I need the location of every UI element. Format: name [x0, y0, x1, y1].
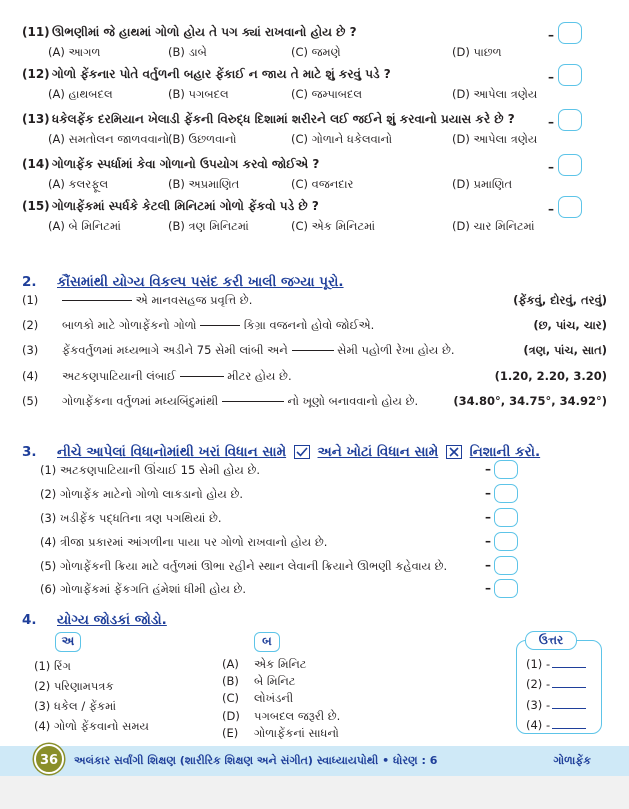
column-b-item: બે મિનિટ	[254, 674, 296, 688]
fill-item	[22, 393, 607, 409]
answer-dash: –	[485, 486, 491, 500]
answer-blank[interactable]	[552, 656, 586, 668]
option-c: (C) એક મિનિટમાં	[291, 219, 376, 233]
check-mark-icon	[294, 445, 310, 459]
section-3-number: 3.	[22, 444, 37, 460]
fill-hint: (ત્રણ, પાંચ, સાત)	[523, 343, 607, 357]
fill-text	[62, 317, 374, 333]
column-b-item: ગોળાફેંકનાં સાધનો	[254, 726, 339, 740]
column-b-letter: (B)	[222, 674, 239, 688]
fill-number: (2)	[22, 318, 39, 332]
fill-pre: બાળકો માટે ગોળાફેંકનો ગોળો	[62, 318, 197, 332]
answer-line	[526, 697, 586, 713]
statement-text: (2) ગોળાફેંક માટેનો ગોળો લાકડાનો હોય છે.	[40, 487, 244, 501]
fill-text	[62, 393, 418, 409]
column-b-item: લોખંડની	[254, 691, 294, 705]
true-false-box[interactable]	[494, 484, 518, 503]
page-number-badge: 36	[34, 744, 64, 774]
fill-text	[62, 342, 455, 358]
question-number: (15)	[22, 199, 50, 213]
option-row	[48, 44, 568, 60]
option-a: (A) બે મિનિટમાં	[48, 219, 121, 233]
true-false-box[interactable]	[494, 460, 518, 479]
question-label: ગોળો ફેંકનાર પોતે વર્તુળની બહાર ફેંકાઈ ન જાય તે માટે શું કરવું પડે ?	[52, 67, 391, 81]
true-false-box[interactable]	[494, 579, 518, 598]
question-text	[22, 111, 562, 127]
column-a-item: (3) ધકેલ / ફેંકમાં	[34, 699, 117, 713]
option-b: (B) પગબદલ	[168, 87, 229, 101]
fill-hint: (છ, પાંચ, ચાર)	[533, 318, 607, 332]
statement-text: (1) અટકણપાટિયાની ઊંચાઈ 15 સેમી હોય છે.	[40, 463, 261, 477]
answer-box[interactable]	[558, 64, 582, 86]
fill-blank[interactable]	[222, 393, 284, 402]
section-2-number: 2.	[22, 274, 37, 290]
answer-label: (3) -	[526, 698, 551, 712]
question-number: (13)	[22, 112, 50, 126]
answer-box[interactable]	[558, 109, 582, 131]
fill-blank[interactable]	[180, 368, 224, 377]
fill-item	[22, 342, 607, 358]
column-a-item: (4) ગોળો ફેંકવાનો સમય	[34, 719, 149, 733]
answer-dash: –	[485, 510, 491, 524]
fill-hint: (1.20, 2.20, 3.20)	[494, 369, 607, 383]
answer-line	[526, 656, 586, 672]
column-b-letter: (A)	[222, 657, 239, 671]
section-4-title: યોગ્ય જોડકાં જોડો.	[57, 612, 167, 628]
option-a: (A) કલરફૂલ	[48, 177, 109, 191]
fill-hint: (ફેંકવું, દોરવું, તરવું)	[513, 293, 607, 307]
answer-dash: –	[548, 70, 554, 84]
answer-blank[interactable]	[552, 676, 586, 688]
fill-mid: એ માનવસહજ પ્રવૃત્તિ છે.	[135, 293, 253, 307]
option-a: (A) આગળ	[48, 45, 101, 59]
option-row	[48, 218, 568, 234]
fill-mid: મીટર હોય છે.	[227, 369, 292, 383]
fill-blank[interactable]	[200, 317, 240, 326]
section-3-title-b: અને ખોટાં વિધાન સામે	[317, 444, 439, 460]
answer-label: (2) -	[526, 677, 551, 691]
option-c: (C) ગોળાને ધકેલવાનો	[291, 132, 393, 146]
answer-blank[interactable]	[552, 717, 586, 729]
option-c: (C) વજનદાર	[291, 177, 354, 191]
question-label: ઊભણીમાં જે હાથમાં ગોળો હોય તે પગ ક્યાં રાખવાનો હોય છે ?	[52, 25, 357, 39]
answer-blank[interactable]	[552, 697, 586, 709]
fill-blank[interactable]	[292, 342, 334, 351]
option-b: (B) ડાબે	[168, 45, 207, 59]
option-c: (C) જમણે	[291, 45, 341, 59]
question-text	[22, 156, 562, 172]
column-b-item: એક મિનિટ	[254, 657, 307, 671]
statement-text: (5) ગોળાફેંકની ક્રિયા માટે વર્તુળમાં ઊભા રહીને સ્થાન લેવાની ક્રિયાને ઊભણી કહેવાય છે.	[40, 559, 448, 573]
question-label: ધકેલફેંક દરમિયાન ખેલાડી ફેંકની વિરુદ્ધ દિશામાં શરીરને લઈ જઈને શું કરવાનો પ્રયાસ કરે છે ?	[52, 112, 515, 126]
question-number: (11)	[22, 25, 50, 39]
statement-text: (4) ત્રીજા પ્રકારમાં આંગળીના પાયા પર ગોળો રાખવાનો હોય છે.	[40, 535, 328, 549]
fill-mid: સેમી પહોળી રેખા હોય છે.	[337, 343, 455, 357]
option-a: (A) સમતોલન જાળવવાનો	[48, 132, 170, 146]
question-number: (12)	[22, 67, 50, 81]
page-footer	[0, 746, 629, 776]
statement-text: (3) ખડીફેંક પદ્ધતિના ત્રણ પગથિયાં છે.	[40, 511, 222, 525]
fill-number: (4)	[22, 369, 39, 383]
option-c: (C) જમ્પાબદલ	[291, 87, 363, 101]
question-text	[22, 24, 562, 40]
cross-mark-icon	[446, 445, 462, 459]
option-b: (B) અપ્રમાણિત	[168, 177, 240, 191]
question-text	[22, 66, 562, 82]
option-row	[48, 131, 568, 147]
fill-number: (3)	[22, 343, 39, 357]
section-4-number: 4.	[22, 612, 37, 628]
answer-line	[526, 717, 586, 733]
answer-dash: –	[485, 462, 491, 476]
answer-dash: –	[485, 558, 491, 572]
fill-item	[22, 292, 607, 308]
question-label: ગોળાફેંક સ્પર્ધામાં કેવા ગોળાનો ઉપયોગ કરવો જોઈએ ?	[52, 157, 320, 171]
question-text	[22, 198, 562, 214]
answer-box[interactable]	[558, 196, 582, 218]
fill-blank[interactable]	[62, 292, 132, 301]
answer-label: (4) -	[526, 718, 551, 732]
question-label: ગોળાફેંકમાં સ્પર્ધકે કેટલી મિનિટમાં ગોળો ફેંકવો પડે છે ?	[52, 199, 319, 213]
answer-dash: –	[548, 115, 554, 129]
footer-book-title: અલંકાર સર્વાંગી શિક્ષણ (શારીરિક શિક્ષણ અને સંગીત) સ્વાધ્યાયપોથી • ધોરણ : 6	[74, 754, 438, 767]
answer-line	[526, 676, 586, 692]
column-b-letter: (C)	[222, 691, 240, 705]
section-2-title: કૌંસમાંથી યોગ્ય વિકલ્પ પસંદ કરી ખાલી જગ્યા પૂરો.	[57, 274, 344, 290]
column-b-item: પગબદલ જરૂરી છે.	[254, 709, 341, 723]
fill-item	[22, 317, 607, 333]
option-row	[48, 86, 568, 102]
answer-dash: –	[548, 160, 554, 174]
true-false-box[interactable]	[494, 532, 518, 551]
answer-dash: –	[485, 581, 491, 595]
answer-dash: –	[548, 28, 554, 42]
column-b-header: બ	[254, 632, 280, 652]
section-3-heading	[22, 444, 540, 460]
section-2-heading	[22, 274, 344, 290]
column-a-header: અ	[55, 632, 81, 652]
statement-text: (6) ગોળાફેંકમાં ફેંકગતિ હંમેશાં ધીમી હોય છે.	[40, 582, 247, 596]
answer-dash: –	[485, 534, 491, 548]
option-row	[48, 176, 568, 192]
option-d: (D) આપેલા ત્રણેય	[452, 132, 538, 146]
fill-text	[62, 368, 292, 384]
fill-pre: ફેંકવર્તુળમાં મધ્યભાગે અડીને 75 સેમી લાંબી અને	[62, 343, 288, 357]
fill-text	[62, 292, 252, 308]
column-b-letter: (E)	[222, 726, 239, 740]
fill-number: (5)	[22, 394, 39, 408]
column-b-letter: (D)	[222, 709, 240, 723]
fill-item	[22, 368, 607, 384]
section-3-title-a: નીચે આપેલાં વિધાનોમાંથી ખરાં વિધાન સામે	[57, 444, 287, 460]
true-false-box[interactable]	[494, 508, 518, 527]
answer-label: (1) -	[526, 657, 551, 671]
fill-number: (1)	[22, 293, 39, 307]
true-false-box[interactable]	[494, 556, 518, 575]
fill-hint: (34.80°, 34.75°, 34.92°)	[453, 394, 607, 408]
answer-dash: –	[548, 202, 554, 216]
answer-title: ઉત્તર	[525, 631, 577, 650]
section-3-title-c: નિશાની કરો.	[469, 444, 541, 460]
fill-mid: કિગ્રા વજનનો હોવો જોઈએ.	[243, 318, 375, 332]
option-a: (A) હાથબદલ	[48, 87, 113, 101]
option-b: (B) ત્રણ મિનિટમાં	[168, 219, 249, 233]
bottom-strip	[0, 776, 629, 809]
column-a-item: (2) પરિણામપત્રક	[34, 679, 114, 693]
fill-pre: ગોળાફેંકના વર્તુળમાં મધ્યબિંદુમાંથી	[62, 394, 219, 408]
option-d: (D) આપેલા ત્રણેય	[452, 87, 538, 101]
option-b: (B) ઉછળવાનો	[168, 132, 237, 146]
answer-box[interactable]	[558, 22, 582, 44]
question-number: (14)	[22, 157, 50, 171]
option-d: (D) ચાર મિનિટમાં	[452, 219, 535, 233]
section-4-heading	[22, 612, 167, 628]
fill-mid: નો ખૂણો બનાવવાનો હોય છે.	[287, 394, 419, 408]
option-d: (D) પાછળ	[452, 45, 502, 59]
option-d: (D) પ્રમાણિત	[452, 177, 513, 191]
fill-pre: અટકણપાટિયાની લંબાઈ	[62, 369, 176, 383]
footer-topic: ગોળાફેંક	[553, 754, 591, 767]
answer-box[interactable]	[558, 154, 582, 176]
column-a-item: (1) રિંગ	[34, 659, 71, 673]
